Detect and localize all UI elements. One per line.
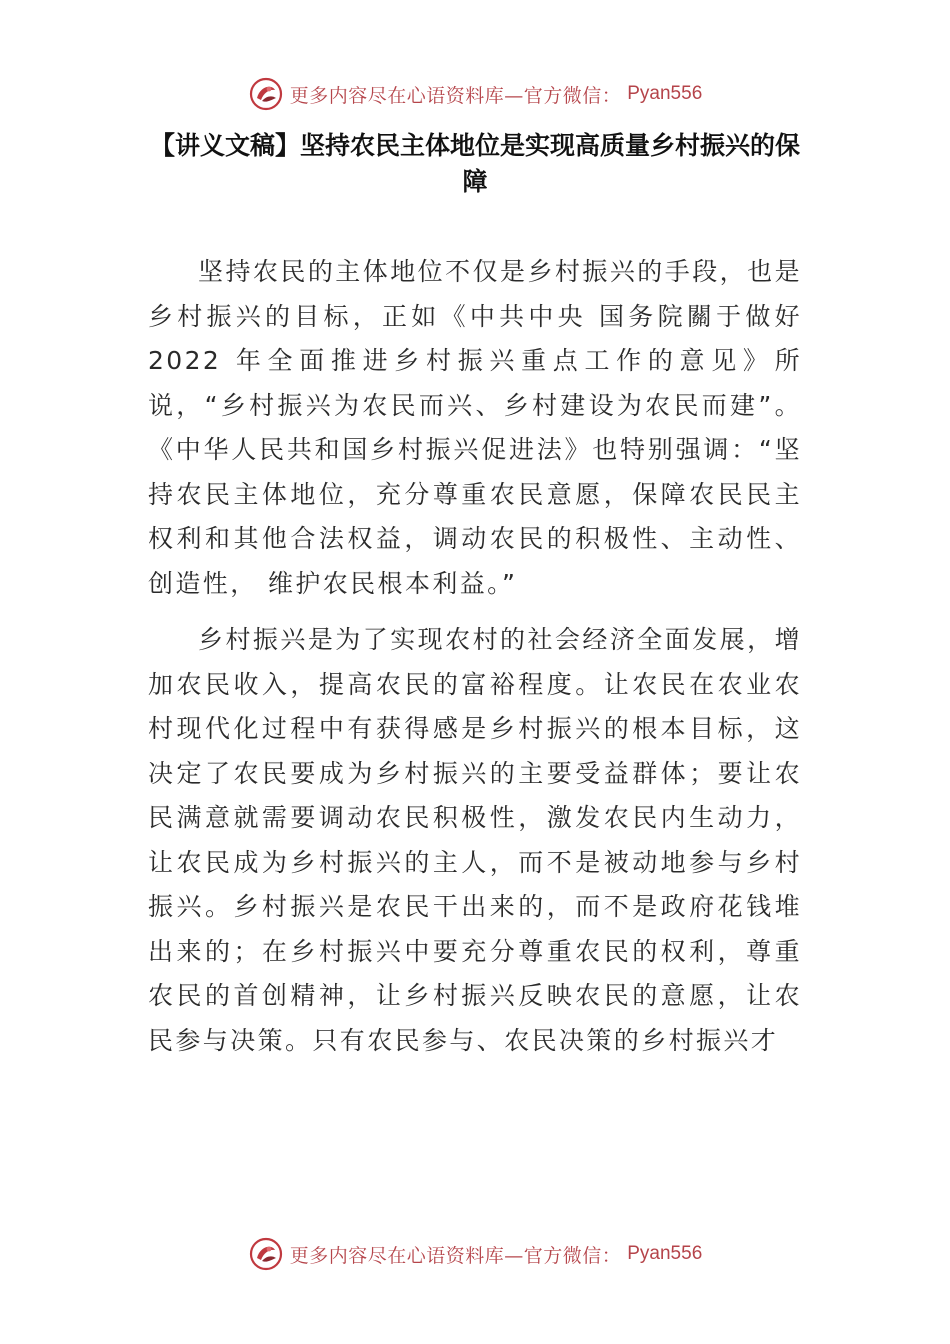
promo-text: 更多内容尽在心语资料库—官方微信：: [289, 84, 622, 107]
paragraph: 乡村振兴是为了实现农村的社会经济全面发展，增加农民收入，提高农民的富裕程度。让农民在农业农村现代化过程中有获得感是乡村振兴的根本目标，这决定了农民要成为乡村振兴的主要受益群体；要让农民满意就需要调动农民积极性，激发农民内生动力，让农民成为乡村振兴的主人，而不是被动地参与乡村振兴。乡村振兴是农民干出来的，而不是政府花钱堆出来的；在乡村振兴中要充分尊重农民的权利，尊重农民的首创精神，让乡村振兴反映农民的意愿，让农民参与决策。只有农民参与、农民决策的乡村振兴才: [148, 625, 802, 1055]
wechat-id: Pyan556: [627, 1243, 703, 1264]
red-flower-logo-icon: [248, 1236, 284, 1272]
red-flower-logo-icon: [248, 76, 284, 112]
header-banner: [0, 72, 950, 116]
wechat-id: Pyan556: [627, 83, 703, 104]
document-body: [148, 250, 802, 1075]
footer-banner: [0, 1232, 950, 1276]
paragraph: 坚持农民的主体地位不仅是乡村振兴的手段，也是乡村振兴的目标，正如《中共中央 国务院關于做好 2022 年全面推进乡村振兴重点工作的意见》所说，“乡村振兴为农民而兴、乡村建设为农民而建”。《中华人民共和国乡村振兴促进法》也特别强调：“坚持农民主体地位，充分尊重农民意愿，保障农民民主权利和其他合法权益，调动农民的积极性、主动性、创造性， 维护农民根本利益。”: [148, 257, 802, 598]
promo-text: 更多内容尽在心语资料库—官方微信：: [289, 1244, 622, 1267]
document-title: 【讲义文稿】坚持农民主体地位是实现高质量乡村振兴的保障: [149, 131, 800, 196]
